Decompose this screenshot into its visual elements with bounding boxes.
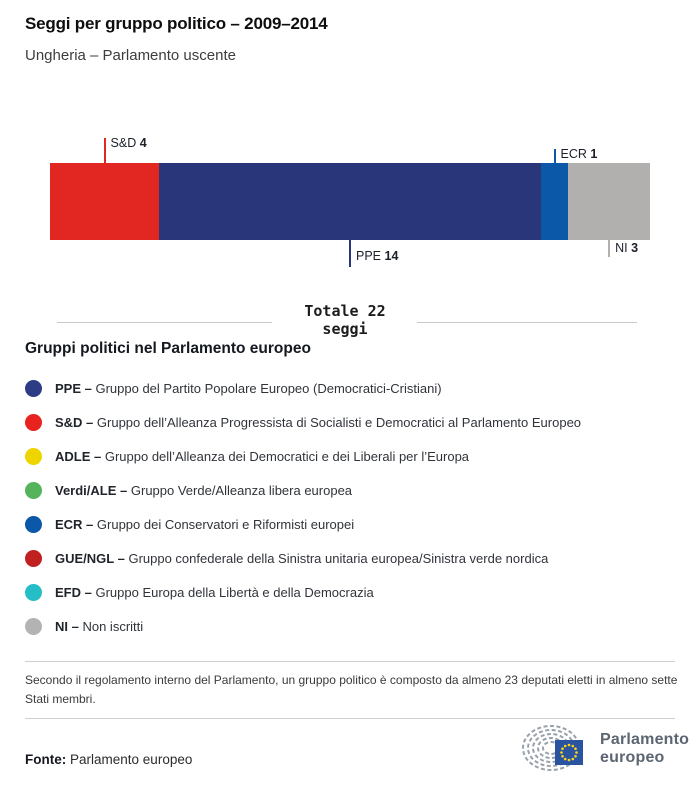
legend-item-guengl xyxy=(25,541,680,575)
legend-text-efd: EFD – Gruppo Europa della Libertà e della Democrazia xyxy=(55,584,374,600)
callout-label-ni: NI 3 xyxy=(615,241,639,255)
legend-item-sd xyxy=(25,405,680,439)
legend-text-verdiale: Verdi/ALE – Gruppo Verde/Alleanza libera europea xyxy=(55,482,353,498)
total-seats-line1: Totale 22 xyxy=(304,302,386,320)
page-subtitle: Ungheria – Parlamento uscente xyxy=(25,47,236,64)
ep-logo-text xyxy=(600,731,689,767)
bar-segment-ppe xyxy=(159,163,541,240)
seat-bar xyxy=(50,163,650,240)
legend-item-ecr xyxy=(25,507,680,541)
callout-label-ppe: PPE 14 xyxy=(356,249,399,263)
source-line xyxy=(25,752,192,767)
footnote: Secondo il regolamento interno del Parlamento, un gruppo politico è composto da almeno 23 deputati eletti in almeno sette Stati membri. xyxy=(25,673,678,706)
total-seats-line2: seggi xyxy=(322,320,368,338)
legend-dot-ni xyxy=(25,618,42,635)
divider-top xyxy=(25,661,675,662)
page-title: Seggi per gruppo politico – 2009–2014 xyxy=(25,14,328,33)
ep-logo-line1: Parlamento xyxy=(600,731,690,748)
callout-tick-ni xyxy=(608,240,610,257)
total-divider-right xyxy=(417,322,637,323)
total-seats-label xyxy=(272,302,418,338)
ep-logo-line2: europeo xyxy=(600,749,665,766)
divider-bottom xyxy=(25,718,675,719)
bar-segment-ecr xyxy=(541,163,568,240)
callout-label-ecr: ECR 1 xyxy=(560,147,598,161)
bar-segment-sd xyxy=(50,163,159,240)
legend-text-adle: ADLE – Gruppo dell’Alleanza dei Democratici e dei Liberali per l’Europa xyxy=(55,448,470,464)
legend-item-adle xyxy=(25,439,680,473)
legend-dot-guengl xyxy=(25,550,42,567)
source-label: Fonte: xyxy=(25,752,67,767)
legend-text-ecr: ECR – Gruppo dei Conservatori e Riformisti europei xyxy=(55,516,355,532)
legend-dot-adle xyxy=(25,448,42,465)
legend-text-guengl: GUE/NGL – Gruppo confederale della Sinistra unitaria europea/Sinistra verde nordica xyxy=(55,550,549,566)
total-divider-left xyxy=(57,322,272,323)
callout-tick-sd xyxy=(104,138,106,163)
legend-item-ppe xyxy=(25,371,680,405)
legend-text-sd: S&D – Gruppo dell’Alleanza Progressista di Socialisti e Democratici al Parlamento Europeo xyxy=(55,414,582,430)
callout-label-sd: S&D 4 xyxy=(110,136,147,150)
callout-tick-ecr xyxy=(554,149,556,163)
legend-heading: Gruppi politici nel Parlamento europeo xyxy=(25,340,311,357)
legend-item-ni xyxy=(25,609,680,643)
legend-item-verdiale xyxy=(25,473,680,507)
legend-dot-sd xyxy=(25,414,42,431)
source-value: Parlamento europeo xyxy=(70,752,193,767)
legend-text-ppe: PPE – Gruppo del Partito Popolare Europeo (Democratici-Cristiani) xyxy=(55,380,442,396)
callout-tick-ppe xyxy=(349,240,351,267)
legend-list xyxy=(25,371,680,643)
hemicycle-icon xyxy=(521,724,593,774)
legend-dot-verdiale xyxy=(25,482,42,499)
eu-flag-icon xyxy=(555,740,583,765)
ep-logo xyxy=(521,724,689,774)
legend-text-ni: NI – Non iscritti xyxy=(55,618,144,634)
bar-segment-ni xyxy=(568,163,650,240)
legend-dot-ppe xyxy=(25,380,42,397)
legend-dot-ecr xyxy=(25,516,42,533)
seat-chart xyxy=(50,136,650,276)
legend-dot-efd xyxy=(25,584,42,601)
legend-item-efd xyxy=(25,575,680,609)
